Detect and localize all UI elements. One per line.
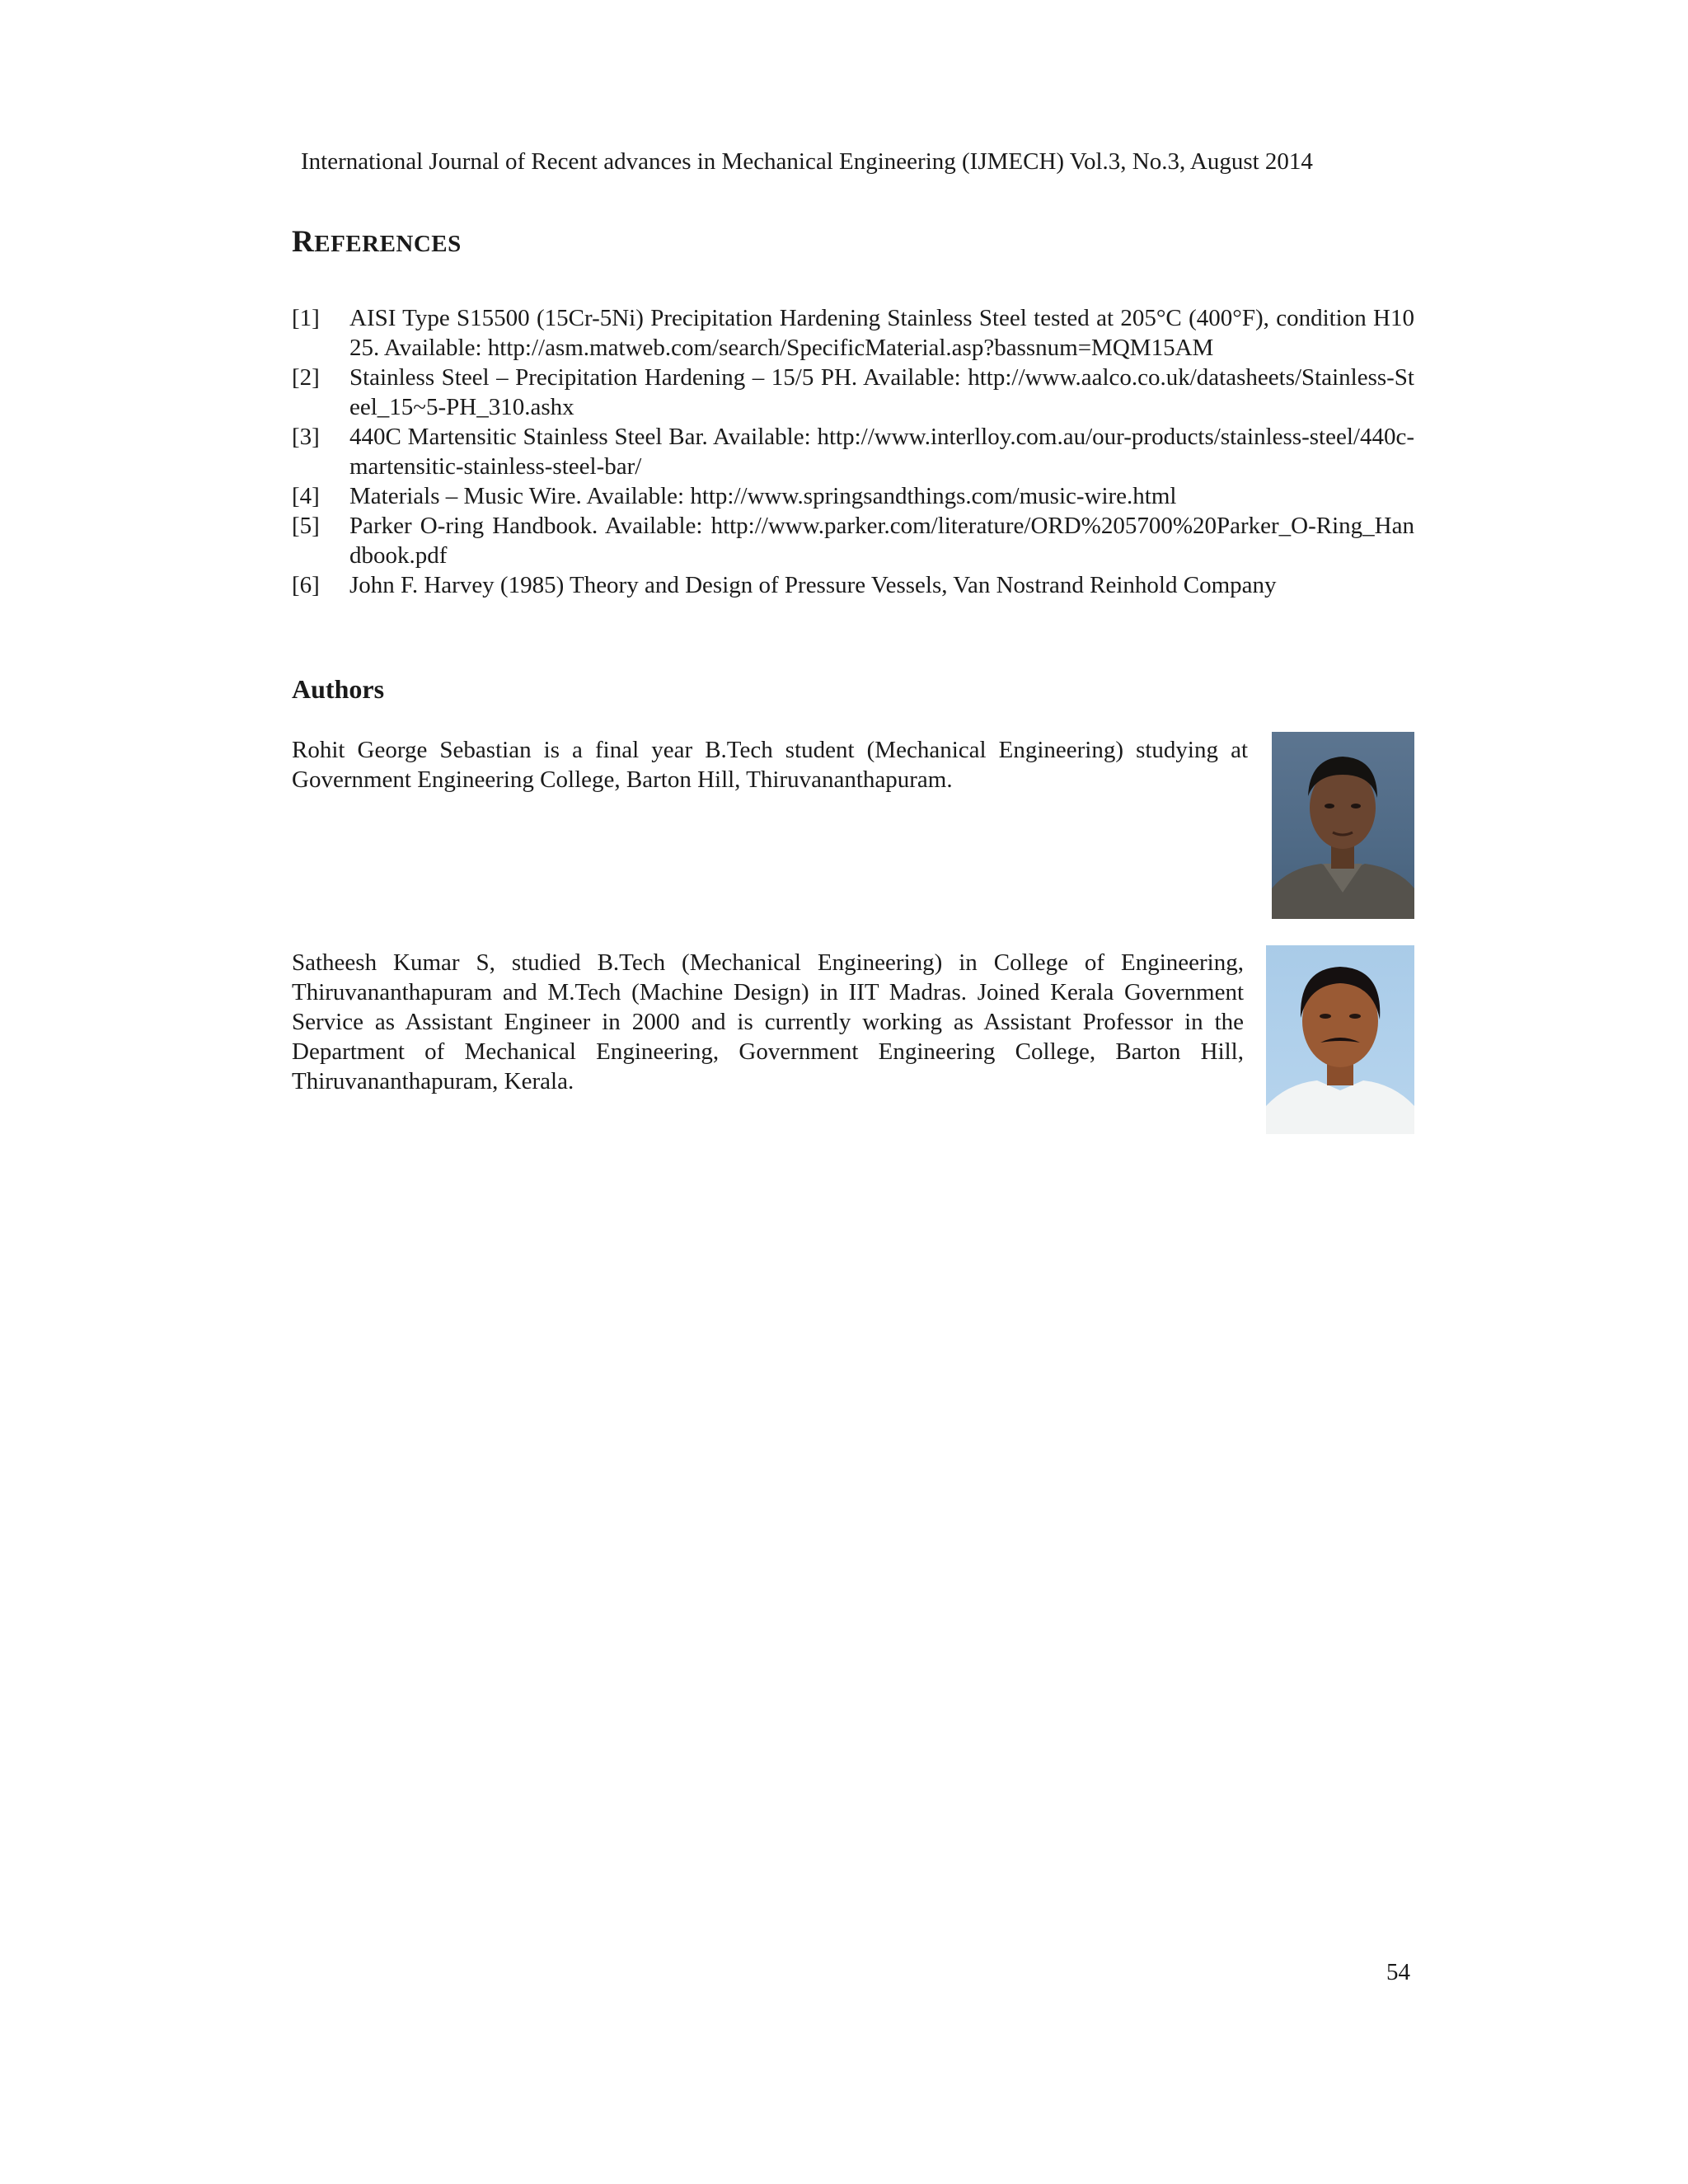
- author-photo-2: [1266, 945, 1414, 1134]
- references-title-initial: R: [292, 225, 315, 259]
- references-title-rest: EFERENCES: [314, 231, 462, 257]
- reference-text: 440C Martensitic Stainless Steel Bar. Available: http://www.interlloy.com.au/our-products/stainless-steel/440c-martensitic-stainless-steel-bar/: [349, 424, 1414, 480]
- reference-number: [1]: [292, 305, 320, 331]
- reference-text: AISI Type S15500 (15Cr-5Ni) Precipitation Hardening Stainless Steel tested at 205°C (400°F), condition H1025. Available: http://asm.matweb.com/search/SpecificMaterial.asp?bassnum=MQM15AM: [349, 305, 1414, 361]
- reference-text: Materials – Music Wire. Available: http://www.springsandthings.com/music-wire.html: [349, 483, 1177, 509]
- references-title: [292, 224, 462, 260]
- reference-item: [292, 481, 1414, 511]
- reference-item: [292, 303, 1414, 363]
- author-bio-2: Satheesh Kumar S, studied B.Tech (Mechanical Engineering) in College of Engineering, Thiruvananthapuram and M.Tech (Machine Design) in IIT Madras. Joined Kerala Government Service as Assistant Engineer in 2000 and is currently working as Assistant Professor in the Department of Mechanical Engineering, Government Engineering College, Barton Hill, Thiruvananthapuram, Kerala.: [292, 949, 1244, 1094]
- reference-item: [292, 570, 1414, 600]
- page-number: 54: [1386, 1959, 1410, 1985]
- reference-number: [4]: [292, 483, 320, 509]
- portrait-2-graphic: [1266, 945, 1414, 1134]
- reference-item: [292, 422, 1414, 481]
- portrait-1-graphic: [1272, 732, 1414, 919]
- reference-number: [5]: [292, 513, 320, 539]
- reference-item: [292, 511, 1414, 570]
- reference-text: Stainless Steel – Precipitation Hardening – 15/5 PH. Available: http://www.aalco.co.uk/datasheets/Stainless-Steel_15~5-PH_310.ashx: [349, 364, 1414, 420]
- reference-number: [3]: [292, 424, 320, 450]
- running-header: International Journal of Recent advances in Mechanical Engineering (IJMECH) Vol.3, No.3, August 2014: [301, 148, 1313, 175]
- reference-number: [2]: [292, 364, 320, 391]
- author-bio-1: Rohit George Sebastian is a final year B.Tech student (Mechanical Engineering) studying at Government Engineering College, Barton Hill, Thiruvananthapuram.: [292, 737, 1248, 793]
- author-photo-1: [1272, 732, 1414, 919]
- reference-text: John F. Harvey (1985) Theory and Design of Pressure Vessels, Van Nostrand Reinhold Company: [349, 572, 1277, 598]
- reference-list: [292, 303, 1414, 600]
- authors-heading: Authors: [292, 674, 385, 704]
- reference-number: [6]: [292, 572, 320, 598]
- reference-item: [292, 363, 1414, 422]
- reference-text: Parker O-ring Handbook. Available: http://www.parker.com/literature/ORD%205700%20Parker_O-Ring_Handbook.pdf: [349, 513, 1414, 569]
